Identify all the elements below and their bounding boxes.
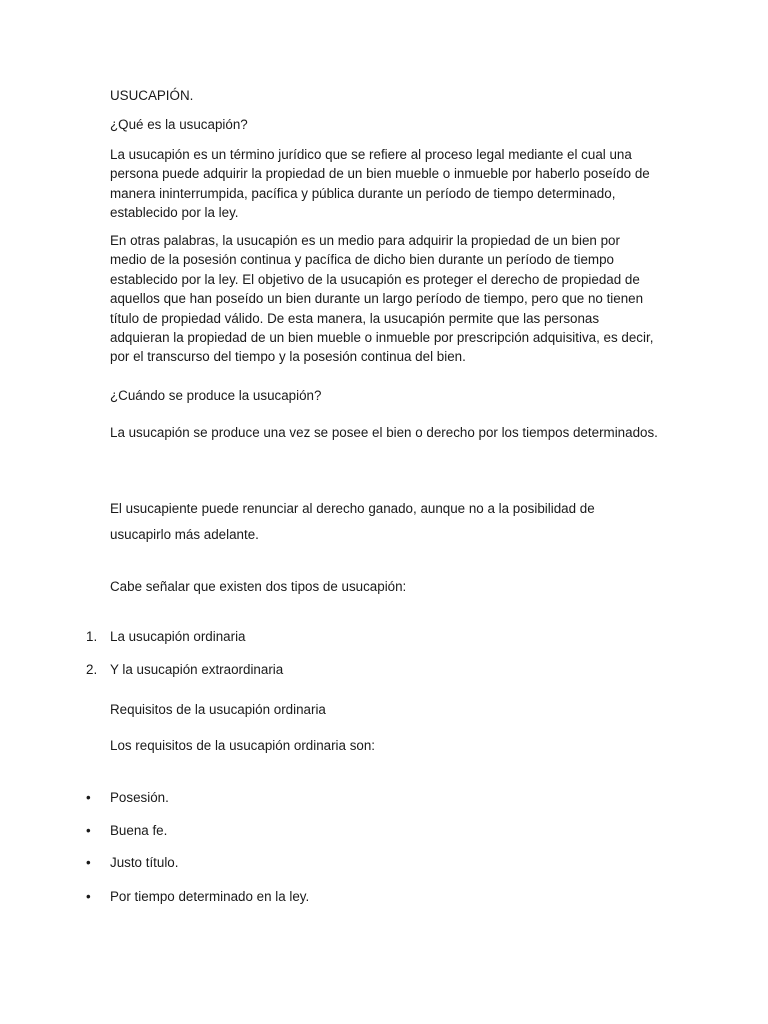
paragraph-other-words: En otras palabras, la usucapión es un medio para adquirir la propiedad de un bien por medio de la posesión continua y pacífica de dicho bien durante un período de tiempo establecido por la ley. El objetivo de la usucapión es proteger el derecho de propiedad de aquellos que han poseído un bien durante un largo período de tiempo, pero que no tienen título de propiedad válido. De esta manera, la usucapión permite que las personas adquieran la propiedad de un bien mueble o inmueble por prescripción adquisitiva, es decir, por el transcurso del tiempo y la posesión continua del bien. [110,233,654,365]
paragraph-requirements-intro: Los requisitos de la usucapión ordinaria son: [110,738,376,753]
list-number: 1. [86,629,98,644]
paragraph-types-intro: Cabe señalar que existen dos tipos de usucapión: [110,579,407,594]
heading-requirements: Requisitos de la usucapión ordinaria [110,702,326,717]
list-item-text: Buena fe. [110,823,168,838]
bullet-icon: • [86,823,91,838]
bullet-icon: • [86,889,91,904]
paragraph-renounce: El usucapiente puede renunciar al derecho ganado, aunque no a la posibilidad de usucapirlo más adelante. [110,501,595,542]
paragraph-when: La usucapión se produce una vez se posee el bien o derecho por los tiempos determinados. [110,425,658,440]
question-when: ¿Cuándo se produce la usucapión? [110,388,322,403]
bullet-icon: • [86,790,91,805]
question-what-is: ¿Qué es la usucapión? [110,117,248,132]
bullet-icon: • [86,855,91,870]
paragraph-definition: La usucapión es un término jurídico que se refiere al proceso legal mediante el cual una persona puede adquirir la propiedad de un bien mueble o inmueble por haberlo poseído de manera ininterrumpida, pacífica y pública durante un período de tiempo determinado, establecido por la ley. [110,147,650,221]
list-item-text: La usucapión ordinaria [110,629,246,644]
list-item-text: Y la usucapión extraordinaria [110,662,284,677]
list-item-text: Justo título. [110,855,179,870]
list-number: 2. [86,662,98,677]
document-title: USUCAPIÓN. [110,88,194,103]
list-item-text: Posesión. [110,790,169,805]
list-item-text: Por tiempo determinado en la ley. [110,889,310,904]
